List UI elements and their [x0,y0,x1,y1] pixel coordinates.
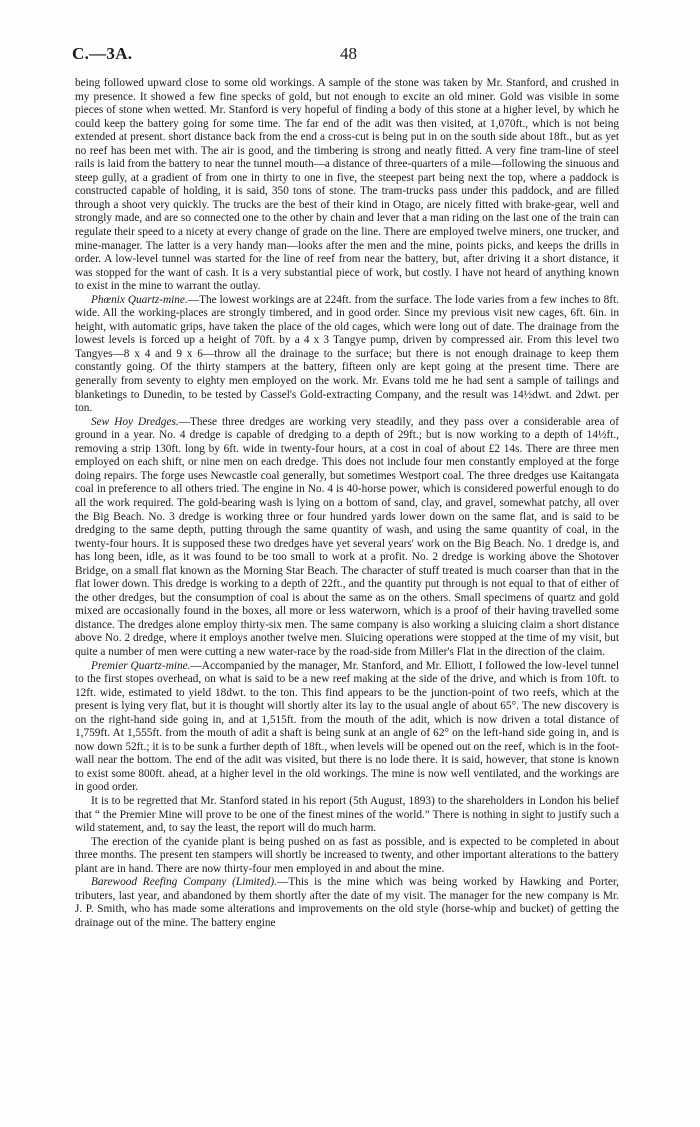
paragraph [75,660,619,795]
paragraph-text: —The lowest workings are at 224ft. from the surface. The lode varies from a few inches to 8ft. wide. All the working-places are strongly timbered, and in good order. Since my previous visit new cages, 6ft. 6in. in height, with automatic grips, have taken the place of the old cages, which were long out of date. The drainage from the lowest levels is forced up a height of 70ft. by a 4 x 3 Tangye pump, driven by compressed air. From this level two Tangyes—8 x 4 and 9 x 6—throw all the drainage to the surface; but there is not enough drainage to keep them constantly going. Of the thirty stampers at the battery, fifteen only are kept going at the present time. There are generally from seventy to eighty men employed on the work. Mr. Evans told me he had sent a sample of tailings and blanketings to Dunedin, to be tested by Cassel's Gold-extracting Company, and the result was 14½dwt. and 2dwt. per ton. [75,293,619,415]
document-code: C.—3A. [72,44,133,63]
body-text [75,77,619,930]
section-heading: Premier Quartz-mine. [91,659,191,672]
paragraph [75,876,619,930]
paragraph [75,416,619,660]
paragraph [75,836,619,877]
page-number: 48 [340,44,357,63]
paragraph-text: It is to be regretted that Mr. Stanford stated in his report (5th August, 1893) to the shareholders in London his belief that “ the Premier Mine will prove to be one of the finest mines of the world.” There is nothing in sight to justify such a wild statement, and, to say the least, the report will do much harm. [75,794,619,835]
paragraph [75,77,619,294]
section-heading: Sew Hoy Dredges. [91,415,179,428]
page-header [72,44,616,66]
paragraph [75,795,619,836]
section-heading: Barewood Reefing Company (Limited). [91,876,278,889]
paragraph-text: The erection of the cyanide plant is being pushed on as fast as possible, and is expected to be completed in about three months. The present ten stampers will shortly be increased to twenty, and other important alterations to the battery plant are in hand. There are now thirty-four men employed in and about the mine. [75,835,619,875]
section-heading: Phœnix Quartz-mine. [91,293,188,306]
paragraph-text: being followed upward close to some old workings. A sample of the stone was taken by Mr. Stanford, and crushed in my presence. It showed a few fine specks of gold, but not enough to excite an old miner. Gold was visible in some pieces of stone when wetted. Mr. Stanford is very hopeful of finding a body of this stone at a higher level, by which he could keep the battery going for some time. The far end of the adit was then visited, at 1,070ft., which is not being extended at present. short distance back from the end a cross-cut is being put in on the south side about 18ft., but as yet no reef has been met with. The air is good, and the timbering is strong and neatly fitted. A very fine tram-line of steel rails is laid from the battery to near the tunnel mouth—a distance of three-quarters of a mile—following the sinuous and steep gully, at a gradient of from one in thirty to one in five, the steepest part being next the top, where a paddock is constructed capable of holding, it is said, 350 tons of stone. The tram-trucks pass under this paddock, and are filled through a shoot very quickly. The trucks are the best of their kind in Otago, are nicely fitted with brake-gear, well and strongly made, and are so connected one to the other by chain and lever that a man riding on the last one of the train can regulate their speed to a nicety at every change of grade on the line. There are employed twelve miners, one trucker, and mine-manager. The latter is a very handy man—looks after the men and the mine, points picks, and keeps the drills in order. A low-level tunnel was started for the line of reef from near the battery, but, after driving it a short distance, it was stopped for the want of cash. It is a very substantial piece of work, but costly. I have not heard of anything known to exist in the mine to warrant the outlay. [75,77,619,293]
paragraph [75,294,619,416]
paragraph-text: —These three dredges are working very steadily, and they pass over a considerable area of ground in a year. No. 4 dredge is capable of dredging to a depth of 29ft.; but is now working to a depth of 14½ft., removing a strip 130ft. long by 6ft. wide in twenty-four hours, at a cost in coal of about £2 14s. There are three men employed on each shift, or nine men on each dredge. This does not include four men constantly employed at the forge doing repairs. The forge uses Newcastle coal generally, but sometimes Westport coal. The three dredges use Kaitangata coal in preference to all others tried. The engine in No. 4 is 40-horse power, which is considered powerful enough to do all the work required. The gold-bearing wash is lying on a bottom of sand, clay, and gravel, somewhat patchy, all over the Big Beach. No. 3 dredge is working three or four hundred yards lower down on the same flat, and is said to be dredging to the same depth, putting through the same quantity of wash, and using the same quantity of coal, in the twenty-four hours. It is supposed these two dredges have yet several years' work on the Big Beach. No. 1 dredge is, and has long been, idle, as it was found to be too small to work at a profit. No. 2 dredge is working above the Shotover Bridge, on a small flat known as the Morning Star Beach. The character of stuff treated is much coarser than that in the flat lower down. This dredge is working to a depth of 22ft., and the quantity put through is not equal to that of either of the other dredges, but the consumption of coal is about the same as on the others. Small specimens of quartz and gold mixed are occasionally found in the boxes, all more or less waterworn, which is a proof of their having travelled some distance. The dredges alone employ thirty-six men. The same company is also working a sluicing claim a short distance above No. 2 dredge, where it employs another twelve men. Sluicing operations were stopped at the time of my visit, but quite a number of men were cutting a new water-race by the road-side from Miller's Flat in the direction of the claim. [75,415,619,658]
paragraph-text: —Accompanied by the manager, Mr. Stanford, and Mr. Elliott, I followed the low-level tunnel to the first stopes overhead, on what is said to be a new reef making at the side of the drive, and which is from 10ft. to 12ft. wide, estimated to yield 18dwt. to the ton. This find appears to be the junction-point of two reefs, which at the present is lying very flat, but it is thought will shortly alter its lay to the usual angle of about 65°. The new discovery is on the right-hand side going in, and at 1,515ft. from the mouth of the adit, which is now driven a total distance of 1,759ft. At 1,555ft. from the mouth of adit a shaft is being sunk at an angle of 62° on the left-hand side going in, and is now down 52ft.; it is to be sunk a further depth of 18ft., when levels will be opened out on the reef, which is in the foot-wall near the bottom. The end of the adit was visited, but there is no lode there. It is said, however, that stone is known to exist some 800ft. ahead, at a higher level in the old workings. The mine is now well ventilated, and the workings are in good order. [75,659,619,794]
paragraph-text: —This is the mine which was being worked by Hawking and Porter, tributers, last year, and abandoned by them shortly after the date of my visit. The manager for the new company is Mr. J. P. Smith, who has made some alterations and improvements on the old style (horse-whip and bucket) of getting the drainage out of the mine. The battery engine [75,876,619,929]
